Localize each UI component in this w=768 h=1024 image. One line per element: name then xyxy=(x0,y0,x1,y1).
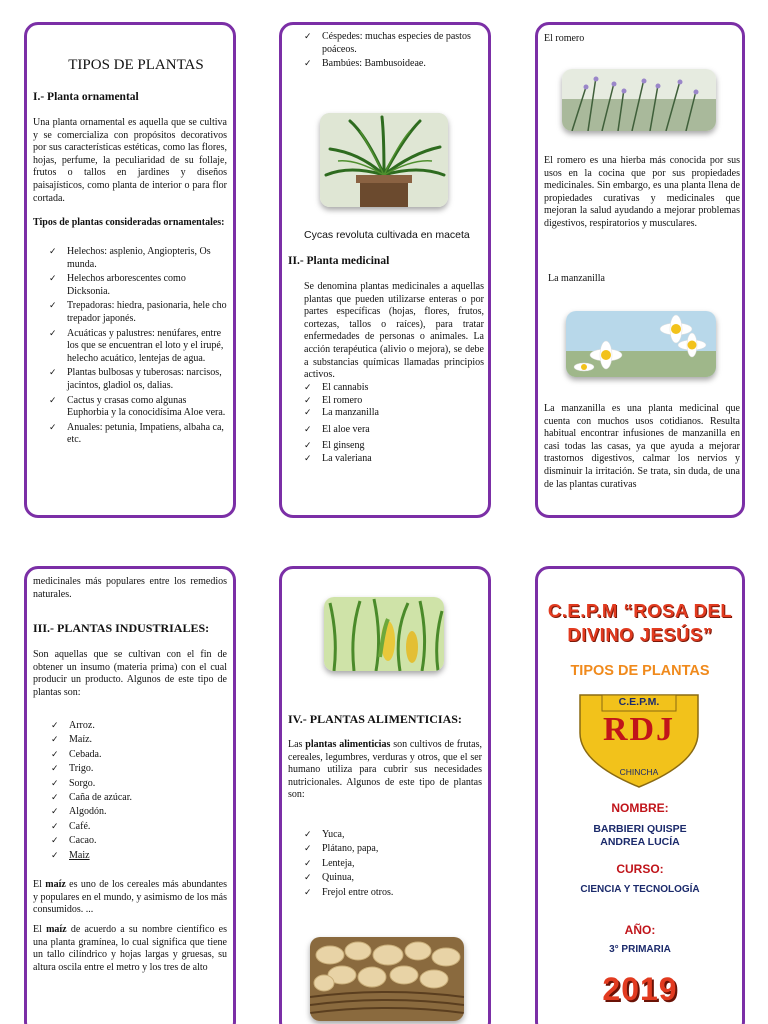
list-item: ✓ Bambúes: Bambusoideae. xyxy=(304,58,486,71)
grade: 3° PRIMARIA xyxy=(609,944,671,955)
list-item: ✓ El aloe vera xyxy=(304,424,484,437)
list-item: ✓ El romero xyxy=(304,395,484,408)
logo-top-text: C.E.P.M. xyxy=(618,696,660,708)
list-item: ✓ Céspedes: muchas especies de pastos poáceos. xyxy=(304,31,486,56)
list-item: ✓ La valeriana xyxy=(304,453,484,466)
list-item: ✓ Quinua, xyxy=(304,871,474,885)
ornamental-list xyxy=(49,246,229,447)
romero-photo xyxy=(562,69,716,131)
cycas-caption: Cycas revoluta cultivada en maceta xyxy=(304,229,470,241)
section-heading-medicinal: II.- Planta medicinal xyxy=(288,255,390,267)
manzanilla-photo xyxy=(566,311,716,377)
school-logo xyxy=(578,693,700,789)
panel-romero-manzanilla xyxy=(535,22,745,518)
list-item: ✓ Caña de azúcar. xyxy=(51,791,221,805)
list-item: ✓ Plantas bulbosas y tuberosas: narcisos, jacintos, gladiol os, dalias. xyxy=(49,367,229,392)
list-item: ✓ Cebada. xyxy=(51,748,221,762)
list-item: ✓ Arroz. xyxy=(51,719,221,733)
course-label: CURSO: xyxy=(616,862,664,876)
papas-photo xyxy=(310,937,464,1021)
manzanilla-text-continued: medicinales más populares entre los remedios naturales. xyxy=(33,576,227,600)
list-item: ✓ Helechos arborescentes como Dicksonia. xyxy=(49,273,229,298)
list-item: ✓ El ginseng xyxy=(304,440,484,453)
list-item: ✓ Frejol entre otros. xyxy=(304,886,474,900)
panel-industriales xyxy=(24,566,236,1024)
list-item: ✓ Cacao. xyxy=(51,834,221,848)
maiz-photo xyxy=(324,597,444,671)
industriales-list xyxy=(51,719,221,863)
list-item: ✓ Maíz. xyxy=(51,733,221,747)
year-value: 2019 xyxy=(602,971,678,1007)
section-heading-alimenticias: IV.- PLANTAS ALIMENTICIAS: xyxy=(288,712,462,726)
alimenticias-text: Las plantas alimenticias son cultivos de frutas, cereales, legumbres, verduras y otros, que el ser humano utiliza para cubrir sus necesidades nutricionales. Algunos de este tipo de plantas son: xyxy=(288,739,482,801)
cover-subtitle: TIPOS DE PLANTAS xyxy=(570,663,710,679)
student-name-line-1: BARBIERI QUISPE xyxy=(593,823,687,835)
brochure-title: TIPOS DE PLANTAS xyxy=(68,57,204,73)
list-item: ✓ Trepadoras: hiedra, pasionaria, hele cho trepador japonés. xyxy=(49,300,229,325)
manzanilla-text: La manzanilla es una planta medicinal que cuenta con muchos usos cotidianos. Resulta habitual encontrar infusiones de manzanilla en casi todas las casas, ya que ayuda a mejorar trastornos digestivos, calmar los nervios y disminuir la irritación. Se trata, sin duda, de una de las plantas curativas xyxy=(544,403,740,490)
list-item-link[interactable]: ✓ Maiz xyxy=(51,849,221,863)
list-item: ✓ El cannabis xyxy=(304,382,484,395)
logo-mark: RDJ xyxy=(602,711,676,748)
list-item: ✓ Algodón. xyxy=(51,805,221,819)
logo-bottom-text: CHINCHA xyxy=(619,767,659,777)
list-item: ✓ Café. xyxy=(51,820,221,834)
medicinal-list xyxy=(304,382,484,466)
course-name: CIENCIA Y TECNOLOGÍA xyxy=(580,884,700,895)
list-item: ✓ Cactus y crasas como algunas Euphorbia y la conocidísima Aloe vera. xyxy=(49,395,229,420)
panel-cover xyxy=(535,566,745,1024)
list-item: ✓ Plátano, papa, xyxy=(304,842,474,856)
section-heading-ornamental: I.- Planta ornamental xyxy=(33,91,139,103)
list-item: ✓ La manzanilla xyxy=(304,407,484,420)
panel-medicinal xyxy=(279,22,491,518)
panel-alimenticias xyxy=(279,566,491,1024)
maiz-paragraph-2: El maíz de acuerdo a su nombre científico es una planta gramínea, lo cual significa que tiene un tallo cilíndrico y hojas largas y gruesas, su altura oscila entre el metro y los tres de alto xyxy=(33,924,227,973)
alimenticias-list xyxy=(304,828,474,900)
year-label: AÑO: xyxy=(624,923,656,937)
list-item: ✓ Trigo. xyxy=(51,762,221,776)
list-item: ✓ Yuca, xyxy=(304,828,474,842)
maiz-paragraph-1: El maíz es uno de los cereales más abundantes y populares en el mundo, y asimismo de los más consumidos. ... xyxy=(33,879,227,916)
ornamental-list-continued xyxy=(304,31,486,71)
romero-label: El romero xyxy=(544,33,585,44)
manzanilla-label: La manzanilla xyxy=(548,273,605,284)
industriales-text: Son aquellas que se cultivan con el fin de obtener un insumo (materia prima) con el cual producir un producto. Algunos de este tipo de plantas son: xyxy=(33,649,227,698)
medicinal-text: Se denomina plantas medicinales a aquellas plantas que pueden utilizarse enteras o por partes específicas (hojas, flores, frutos, cortezas, tallos o raíces), para tratar enfermedades de personas o animales. La acción terapéutica (alivio o mejora), se debe a substancias químicas llamadas principios activos. xyxy=(304,281,484,381)
list-item: ✓ Sorgo. xyxy=(51,777,221,791)
list-item: ✓ Anuales: petunia, Impatiens, albaha ca, etc. xyxy=(49,422,229,447)
student-name-line-2: ANDREA LUCÍA xyxy=(600,836,680,848)
name-label: NOMBRE: xyxy=(611,801,669,815)
ornamental-term: Una planta ornamental xyxy=(33,117,125,128)
ornamental-types-heading: Tipos de plantas consideradas ornamentales: xyxy=(33,217,225,228)
panel-ornamental xyxy=(24,22,236,518)
list-item: ✓ Lenteja, xyxy=(304,857,474,871)
ornamental-intro: Una planta ornamental es aquella que se cultiva y se comercializa con propósitos decorativos por sus características estéticas, como las flores, hojas, perfume, la peculiaridad de su follaje, frutos o tallos en jardines y diseños paisajísticos, como planta de interior o para flor cortada. xyxy=(33,117,227,204)
list-item: ✓ Helechos: asplenio, Angiopteris, Os munda. xyxy=(49,246,229,271)
cycas-photo xyxy=(320,113,448,207)
romero-text: El romero es una hierba más conocida por sus usos en la cocina que por sus propiedades medicinales. Sin embargo, es una planta llena de propiedades curativas y medicinales que mejoran la salud ayudando a mejorar problemas digestivos, respiratorios y musculares. xyxy=(544,155,740,229)
list-item: ✓ Acuáticas y palustres: nenúfares, entre los que se encuentran el loto y el irupé, helecho acuático, lentejas de agua. xyxy=(49,328,229,366)
section-heading-industriales: III.- PLANTAS INDUSTRIALES: xyxy=(33,621,210,635)
school-name: C.E.P.M “ROSA DEL DIVINO JESÚS” xyxy=(547,600,733,645)
